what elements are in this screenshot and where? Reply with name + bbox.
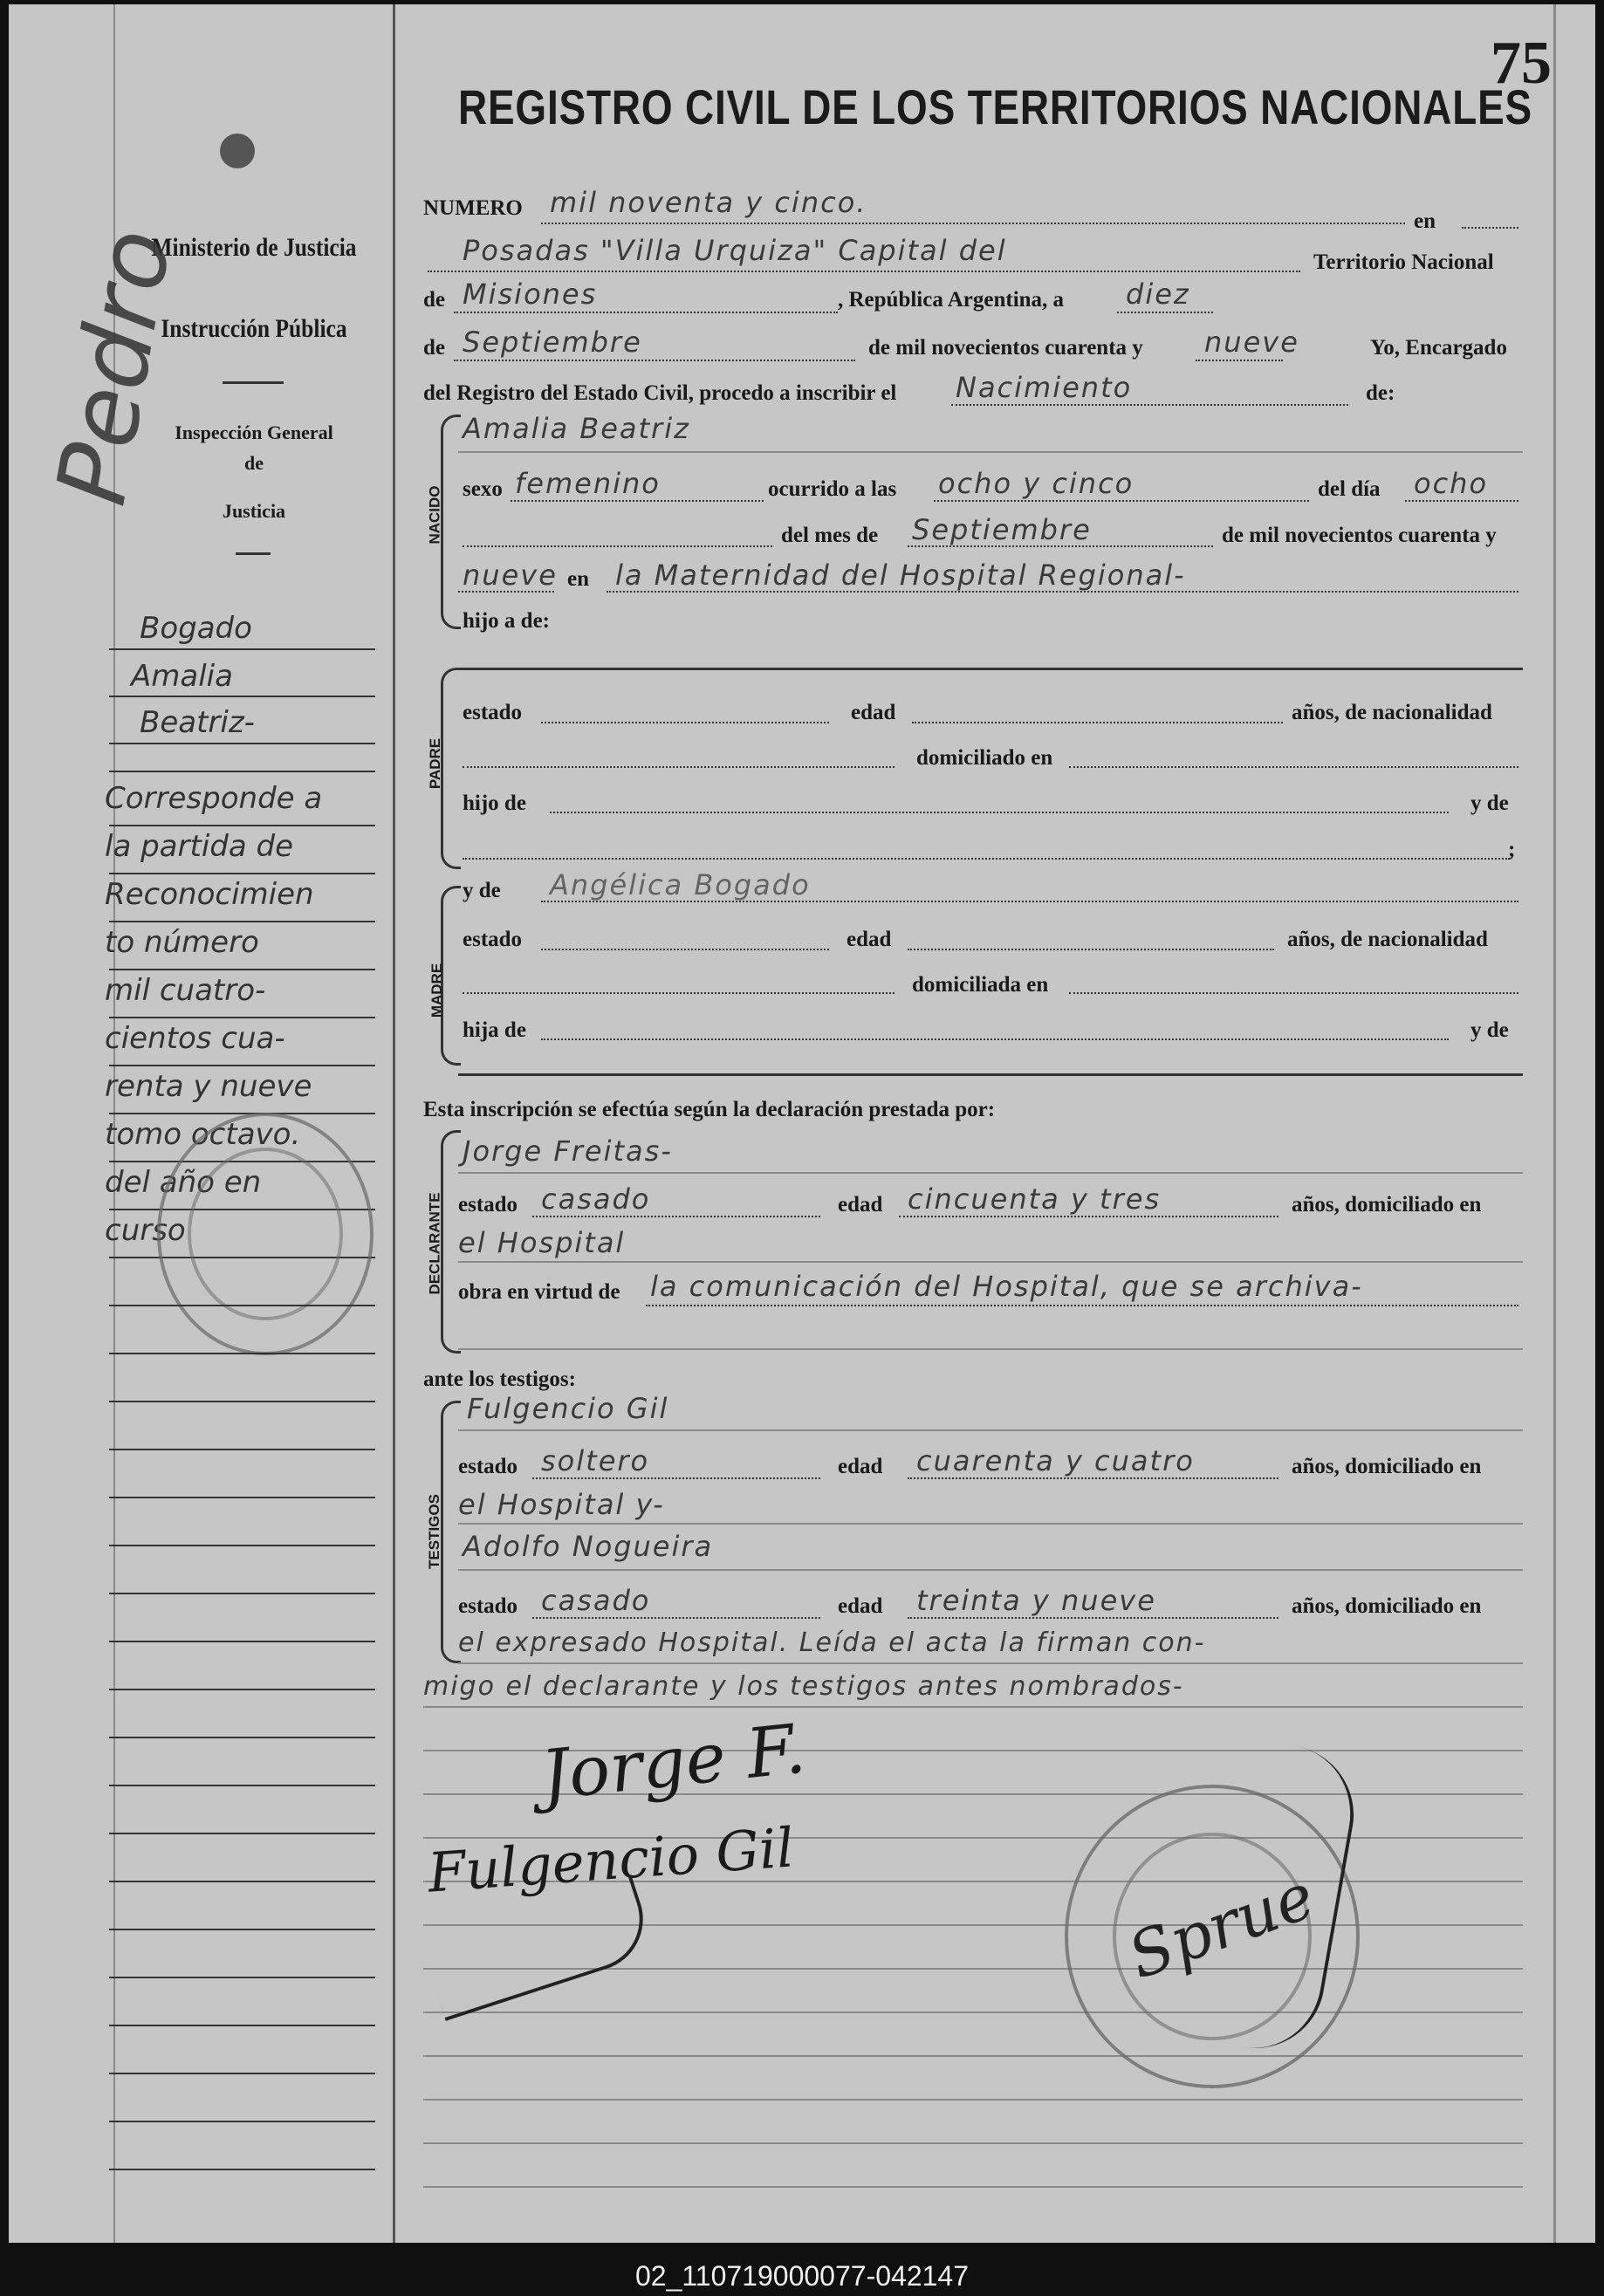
margin-name-1: Bogado — [140, 611, 252, 646]
signature-declarante: Jorge F. — [538, 1710, 810, 1816]
dots — [532, 1216, 820, 1217]
label-anos-dom: años, domiciliado en — [1292, 1193, 1482, 1217]
margin-seal-inner — [188, 1148, 343, 1320]
label-ocurrido: ocurrido a las — [768, 477, 897, 501]
footer-id: 02_110719000077-042147 — [634, 2260, 969, 2292]
label-anos-nac: años, de nacionalidad — [1287, 928, 1488, 951]
margin-note-8: tomo octavo. — [105, 1117, 301, 1152]
value-sexo: femenino — [515, 467, 661, 500]
dots — [454, 360, 855, 361]
value-t2-estado: casado — [541, 1584, 651, 1617]
rule — [458, 1569, 1523, 1571]
section-label-padre: PADRE — [427, 737, 444, 790]
label-testigos: ante los testigos: — [423, 1367, 576, 1391]
label-anos-nac: años, de nacionalidad — [1292, 701, 1492, 724]
dots — [458, 591, 554, 593]
margin-rule — [109, 1113, 375, 1114]
margin-separator-2 — [236, 552, 271, 555]
dots — [1196, 360, 1283, 361]
margin-rule — [109, 969, 375, 970]
dots — [428, 271, 1300, 272]
value-t2-edad: treinta y nueve — [916, 1584, 1156, 1617]
label-hijo-de: hijo de — [463, 792, 526, 815]
value-cierre-1: el expresado Hospital. Leída el acta la firman con- — [458, 1628, 1206, 1658]
margin-divider — [393, 4, 395, 2243]
dots — [454, 312, 838, 313]
value-anio: nueve — [1204, 326, 1299, 359]
label-y-de: y de — [1470, 792, 1509, 815]
label-hija-de: hija de — [463, 1018, 526, 1042]
label-domiciliada: domiciliada en — [912, 973, 1049, 997]
label-estado: estado — [463, 928, 523, 951]
label-estado: estado — [463, 701, 523, 724]
dots — [908, 949, 1274, 950]
margin-note-5: mil cuatro- — [105, 973, 266, 1008]
value-hora: ocho y cinco — [938, 467, 1134, 500]
section-bracket-testigos — [441, 1401, 461, 1663]
dots — [1462, 227, 1518, 229]
value-numero: mil noventa y cinco. — [550, 186, 867, 219]
label-inscripcion: Esta inscripción se efectúa según la declaración prestada por: — [423, 1098, 996, 1121]
dots — [541, 949, 829, 950]
margin-note-3: Reconocimien — [105, 877, 314, 912]
rule — [458, 1261, 1523, 1263]
value-mes-nac: Septiembre — [912, 513, 1092, 546]
value-cierre-2: migo el declarante y los testigos antes nombrados- — [423, 1671, 1184, 1702]
value-testigo2: Adolfo Nogueira — [463, 1530, 714, 1563]
margin-note-2: la partida de — [105, 829, 293, 864]
value-t1-estado: soltero — [541, 1444, 650, 1477]
value-declarante: Jorge Freitas- — [463, 1134, 673, 1168]
margin-rule — [109, 873, 375, 874]
dots — [541, 722, 829, 723]
margin-note-4: to número — [105, 925, 259, 960]
dots — [550, 812, 1449, 813]
label-territorio: Territorio Nacional — [1313, 250, 1494, 274]
signature-encargado: Sprue — [1119, 1859, 1324, 1993]
label-hijo-a: hijo a de: — [463, 609, 550, 633]
label-anos-dom: años, domiciliado en — [1292, 1455, 1482, 1478]
dots — [532, 1617, 820, 1619]
margin-rule — [109, 1017, 375, 1018]
label-estado: estado — [458, 1594, 518, 1618]
margin-vertical-signature: Pedro — [35, 221, 193, 513]
value-madre: Angélica Bogado — [550, 868, 811, 901]
label-edad: edad — [838, 1455, 883, 1478]
label-edad: edad — [838, 1594, 883, 1618]
label-obra: obra en virtud de — [458, 1280, 620, 1304]
label-edad: edad — [838, 1193, 883, 1217]
dots — [463, 766, 895, 768]
dots — [899, 1216, 1278, 1217]
rule — [458, 1073, 1523, 1076]
dots — [1117, 312, 1213, 313]
dots — [1069, 766, 1518, 768]
dots — [463, 858, 1510, 860]
label-mil-nov: de mil novecientos cuarenta y — [868, 336, 1143, 360]
value-decl-estado: casado — [541, 1182, 651, 1216]
margin-rule — [109, 921, 375, 922]
margin-note-1: Corresponde a — [105, 781, 323, 816]
dots — [607, 591, 1518, 593]
inspection-name: Inspección General — [175, 422, 333, 443]
value-lugar-nac: la Maternidad del Hospital Regional- — [615, 559, 1186, 592]
section-label-declarante: DECLARANTE — [426, 1192, 443, 1295]
section-label-madre: MADRE — [428, 963, 446, 1018]
value-t1-edad: cuarenta y cuatro — [916, 1444, 1195, 1477]
dots — [463, 545, 772, 547]
register-page — [9, 4, 1595, 2243]
value-mes: Septiembre — [463, 326, 642, 359]
right-edge — [1553, 4, 1556, 2243]
page-number: 75 — [1491, 30, 1552, 97]
value-decl-dom: el Hospital — [458, 1226, 626, 1259]
ministry-emblem — [220, 134, 255, 168]
margin-rule — [109, 648, 375, 650]
label-numero: NUMERO — [423, 196, 523, 220]
page-title: REGISTRO CIVIL DE LOS TERRITORIOS NACIONALES — [458, 79, 1532, 134]
margin-rule — [109, 743, 375, 744]
label-del-mes: del mes de — [781, 524, 879, 547]
rule — [458, 668, 1523, 670]
label-en: en — [567, 567, 589, 591]
label-de-colon: de: — [1366, 381, 1395, 405]
value-nombre: Amalia Beatriz — [463, 412, 690, 445]
label-edad: edad — [847, 928, 892, 951]
label-estado: estado — [458, 1455, 518, 1478]
value-t1-dom: el Hospital y- — [458, 1488, 665, 1521]
margin-name-3: Beatriz- — [140, 705, 255, 740]
value-anio-nac: nueve — [463, 559, 558, 592]
label-en: en — [1414, 209, 1436, 233]
value-lugar: Posadas "Villa Urquiza" Capital del — [463, 234, 1007, 267]
dots — [541, 1038, 1449, 1040]
dots — [951, 404, 1348, 406]
dots — [511, 500, 764, 502]
dots — [532, 1477, 820, 1479]
margin-note-7: renta y nueve — [105, 1069, 312, 1104]
label-anos-dom: años, domiciliado en — [1292, 1594, 1482, 1618]
label-yo: Yo, Encargado — [1370, 336, 1507, 360]
rule — [458, 1348, 1523, 1350]
dots — [1069, 992, 1518, 994]
dots — [541, 223, 1405, 224]
label-y-de-pre: y de — [463, 879, 501, 902]
label-de: de — [423, 288, 445, 312]
value-testigo1: Fulgencio Gil — [467, 1392, 669, 1425]
dots — [934, 500, 1309, 502]
rule — [458, 1429, 1523, 1431]
margin-note-9: del año en — [105, 1165, 262, 1200]
margin-separator — [223, 381, 284, 384]
margin-rule — [109, 825, 375, 826]
label-domiciliado: domiciliado en — [916, 746, 1053, 770]
label-estado: estado — [458, 1193, 518, 1217]
rule — [458, 1662, 1523, 1664]
label-de: de — [423, 336, 445, 360]
inspection-de: de — [244, 452, 264, 474]
margin-rule — [109, 771, 375, 772]
dots — [908, 1617, 1278, 1619]
margin-rule — [109, 696, 375, 697]
dots — [1405, 500, 1518, 502]
label-semicolon: ; — [1508, 838, 1516, 861]
dots — [908, 1477, 1278, 1479]
margin-name-2: Amalia — [131, 659, 233, 694]
label-y-de: y de — [1470, 1018, 1509, 1042]
value-acto: Nacimiento — [956, 371, 1133, 404]
justice-name: Justicia — [222, 500, 286, 522]
instruction-name: Instrucción Pública — [161, 314, 347, 343]
dots — [646, 1305, 1518, 1306]
dots — [908, 545, 1213, 547]
margin-rule — [109, 1065, 375, 1066]
value-territorio: Misiones — [463, 278, 598, 311]
label-registro: del Registro del Estado Civil, procedo a inscribir el — [423, 381, 897, 405]
margin-note-10: curso — [105, 1213, 186, 1248]
label-del-dia: del día — [1318, 477, 1381, 501]
label-sexo: sexo — [463, 477, 503, 501]
label-edad: edad — [851, 701, 896, 724]
ministry-name: Ministerio de Justicia — [151, 233, 357, 262]
value-dia: diez — [1126, 278, 1190, 311]
dots — [463, 992, 895, 994]
value-obra: la comunicación del Hospital, que se archiva- — [650, 1270, 1363, 1303]
dots — [541, 901, 1518, 902]
label-de-mil: de mil novecientos cuarenta y — [1222, 524, 1497, 547]
value-dia-nac: ocho — [1414, 467, 1489, 500]
rule — [458, 1172, 1523, 1174]
rule — [458, 1523, 1523, 1525]
section-label-testigos: TESTIGOS — [425, 1494, 442, 1569]
section-label-nacido: NACIDO — [426, 485, 443, 545]
label-republica: , República Argentina, a — [838, 288, 1065, 312]
signature-testigo: Fulgencio Gil — [425, 1815, 796, 1905]
rule — [458, 451, 1523, 453]
dots — [912, 722, 1283, 723]
margin-note-6: cientos cua- — [105, 1021, 285, 1056]
value-decl-edad: cincuenta y tres — [908, 1182, 1162, 1216]
